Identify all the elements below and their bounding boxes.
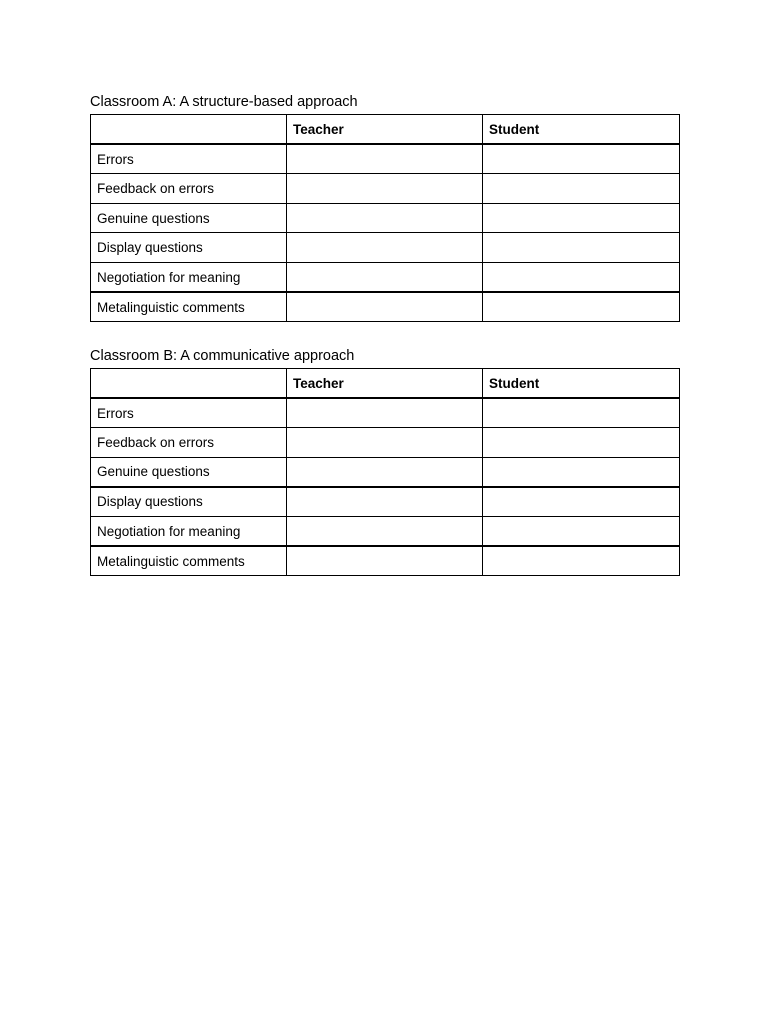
- header-student: Student: [483, 369, 680, 399]
- table-row: [91, 262, 680, 292]
- student-cell[interactable]: [483, 292, 680, 322]
- table-row: [91, 398, 680, 428]
- table-row: [91, 174, 680, 204]
- row-label: Metalinguistic comments: [91, 292, 287, 322]
- teacher-cell[interactable]: [287, 233, 483, 263]
- student-cell[interactable]: [483, 516, 680, 546]
- student-cell[interactable]: [483, 398, 680, 428]
- teacher-cell[interactable]: [287, 292, 483, 322]
- header-row: [91, 369, 680, 399]
- row-label: Genuine questions: [91, 457, 287, 487]
- table-row: [91, 233, 680, 263]
- student-cell[interactable]: [483, 457, 680, 487]
- teacher-cell[interactable]: [287, 516, 483, 546]
- header-row: [91, 115, 680, 145]
- header-teacher: Teacher: [287, 369, 483, 399]
- table-row: [91, 292, 680, 322]
- teacher-cell[interactable]: [287, 457, 483, 487]
- table-row: [91, 487, 680, 517]
- row-label: Display questions: [91, 487, 287, 517]
- table-row: [91, 546, 680, 576]
- teacher-cell[interactable]: [287, 174, 483, 204]
- header-blank-cell: [91, 115, 287, 145]
- classroom-a-section: [90, 92, 679, 322]
- student-cell[interactable]: [483, 546, 680, 576]
- student-cell[interactable]: [483, 428, 680, 458]
- row-label: Negotiation for meaning: [91, 516, 287, 546]
- header-teacher: Teacher: [287, 115, 483, 145]
- table-row: [91, 144, 680, 174]
- observation-table-classroom-a: [90, 114, 680, 322]
- table-row: [91, 428, 680, 458]
- teacher-cell[interactable]: [287, 144, 483, 174]
- classroom-b-section: [90, 346, 679, 576]
- row-label: Feedback on errors: [91, 428, 287, 458]
- student-cell[interactable]: [483, 203, 680, 233]
- row-label: Negotiation for meaning: [91, 262, 287, 292]
- student-cell[interactable]: [483, 487, 680, 517]
- student-cell[interactable]: [483, 174, 680, 204]
- header-student: Student: [483, 115, 680, 145]
- teacher-cell[interactable]: [287, 487, 483, 517]
- row-label: Metalinguistic comments: [91, 546, 287, 576]
- teacher-cell[interactable]: [287, 398, 483, 428]
- student-cell[interactable]: [483, 144, 680, 174]
- row-label: Errors: [91, 144, 287, 174]
- student-cell[interactable]: [483, 233, 680, 263]
- teacher-cell[interactable]: [287, 262, 483, 292]
- row-label: Feedback on errors: [91, 174, 287, 204]
- observation-table-classroom-b: [90, 368, 680, 576]
- teacher-cell[interactable]: [287, 546, 483, 576]
- table-row: [91, 516, 680, 546]
- teacher-cell[interactable]: [287, 428, 483, 458]
- teacher-cell[interactable]: [287, 203, 483, 233]
- table-row: [91, 457, 680, 487]
- row-label: Display questions: [91, 233, 287, 263]
- table-caption: Classroom B: A communicative approach: [90, 348, 355, 364]
- student-cell[interactable]: [483, 262, 680, 292]
- row-label: Genuine questions: [91, 203, 287, 233]
- row-label: Errors: [91, 398, 287, 428]
- header-blank-cell: [91, 369, 287, 399]
- table-caption: Classroom A: A structure-based approach: [90, 94, 358, 110]
- table-row: [91, 203, 680, 233]
